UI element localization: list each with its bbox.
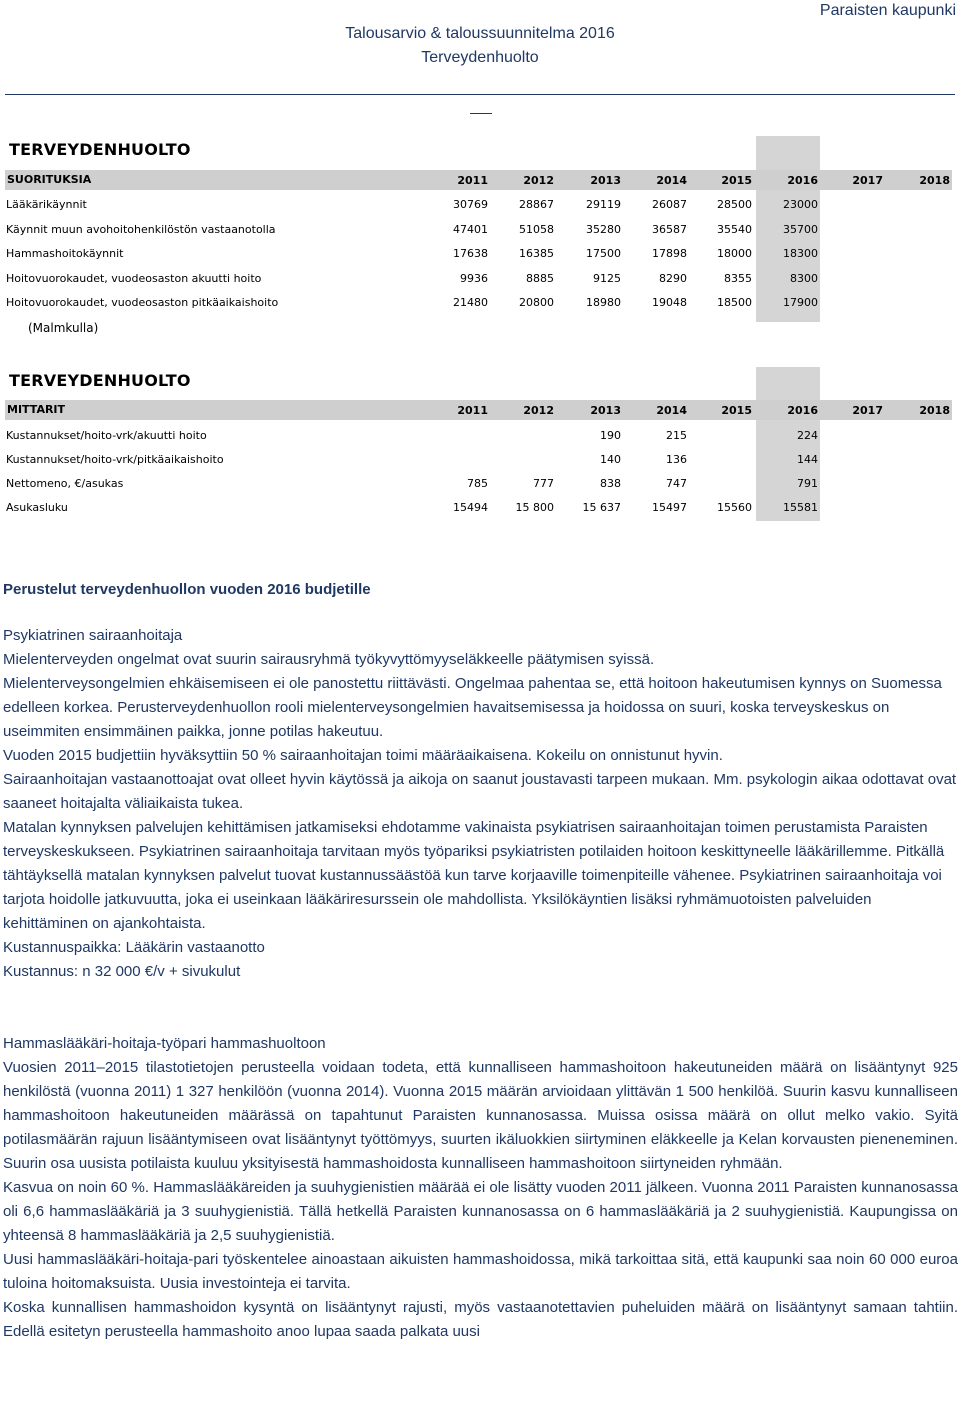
- row-label: Kustannukset/hoito-vrk/pitkäaikaishoito: [6, 453, 224, 466]
- paragraph: Mielenterveysongelmien ehkäisemiseen ei ole panostettu riittävästi. Ongelmaa pahentaa se, että hoitoon hakeutumisen kynnys on Suomessa edelleen korkea. Perusterveydenhuollon rooli mielenterveysongelmien havaitsemisessa ja hoidossa on suuri, koska terveyskeskus on useimmiten ensimmäinen paikka, jonne potilas hakeutuu.: [3, 675, 942, 740]
- table-cell: 144: [797, 453, 818, 466]
- table-cell: 21480: [453, 296, 488, 309]
- table-cell: 20800: [519, 296, 554, 309]
- year-header: 2011: [457, 174, 488, 187]
- table-heading: TERVEYDENHUOLTO: [9, 371, 191, 390]
- document-title: Talousarvio & taloussuunnitelma 2016: [345, 25, 615, 42]
- table-header-label: MITTARIT: [7, 403, 66, 416]
- year-header: 2013: [590, 174, 621, 187]
- year-header: 2014: [656, 404, 687, 417]
- table-cell: 15 800: [515, 501, 554, 514]
- paragraph: Koska kunnallisen hammashoidon kysyntä on lisääntynyt rajusti, myös vastaanotettavien puheluiden määrä on lisääntynyt samaan tahtiin. Edellä esitetyn perusteella hammashoito anoo lupaa saada palkata uusi: [3, 1299, 958, 1340]
- year-header: 2018: [919, 174, 950, 187]
- table-cell: 18300: [783, 247, 818, 260]
- row-label: Hoitovuorokaudet, vuodeosaston akuutti hoito: [6, 272, 262, 285]
- table-cell: 15560: [717, 501, 752, 514]
- paragraph: Uusi hammaslääkäri-hoitaja-pari työskentelee ainoastaan aikuisten hammashoidossa, mikä tarkoittaa sitä, että kaupunki saa noin 60 000 euroa tuloina hoitomaksuista. Uusia investointeja ei tarvita.: [3, 1251, 958, 1292]
- body-title: Perustelut terveydenhuollon vuoden 2016 budjetille: [3, 581, 371, 598]
- year-header: 2015: [721, 404, 752, 417]
- table-cell: 140: [600, 453, 621, 466]
- table-cell: 215: [666, 429, 687, 442]
- year-header: 2012: [523, 404, 554, 417]
- table-cell: 36587: [652, 223, 687, 236]
- year-header: 2014: [656, 174, 687, 187]
- table-cell: 18000: [717, 247, 752, 260]
- table-cell: 17898: [652, 247, 687, 260]
- paragraph: Vuosien 2011–2015 tilastotietojen perusteella voidaan todeta, että kunnalliseen hammashoitoon hakeutuneiden määrä on lisääntynyt 925 henkilöstä (vuonna 2011) 1 327 henkilöön (vuonna 2014). Vuonna 2015 määrän arvioidaan ylittävän 1 500 henkilöä. Suurin kasvu kunnalliseen hammashoitoon hakeutuneiden määrässä on tapahtunut Paraisten kunnanosassa. Muissa osissa määrä on ollut melko vakio. Syitä potilasmäärän rajuun lisääntymiseen ovat lisääntynyt työttömyys, suurten ikäluokkien siirtyminen eläkkeelle ja Kelan korvausten pieneneminen. Suurin osa uusista potilaista kuuluu yksityisestä hammashoidosta kunnalliseen hammashoitoon siirtyneiden ryhmään.: [3, 1059, 958, 1172]
- row-label: Nettomeno, €/asukas: [6, 477, 124, 490]
- table-cell: 26087: [652, 198, 687, 211]
- table-cell: 9125: [593, 272, 621, 285]
- indicators-table: [0, 367, 960, 527]
- table-cell: 8355: [724, 272, 752, 285]
- table-cell: 35280: [586, 223, 621, 236]
- table-cell: 224: [797, 429, 818, 442]
- table-cell: 791: [797, 477, 818, 490]
- table-heading: TERVEYDENHUOLTO: [9, 140, 191, 159]
- table-cell: 19048: [652, 296, 687, 309]
- organization-name: Paraisten kaupunki: [819, 2, 956, 19]
- year-header: 2015: [721, 174, 752, 187]
- row-label: Kustannukset/hoito-vrk/akuutti hoito: [6, 429, 207, 442]
- year-header: 2017: [852, 174, 883, 187]
- table-cell: 785: [467, 477, 488, 490]
- table-cell: 35700: [783, 223, 818, 236]
- table-cell: 18500: [717, 296, 752, 309]
- year-header: 2011: [457, 404, 488, 417]
- section-title: Terveydenhuolto: [421, 49, 539, 66]
- table-cell: 15497: [652, 501, 687, 514]
- table-cell: 51058: [519, 223, 554, 236]
- table-note: (Malmkulla): [28, 321, 99, 335]
- table-cell: 35540: [717, 223, 752, 236]
- section-heading: Hammaslääkäri-hoitaja-työpari hammashuoltoon: [3, 1035, 326, 1052]
- year-header: 2018: [919, 404, 950, 417]
- table-cell: 28867: [519, 198, 554, 211]
- paragraph: Sairaanhoitajan vastaanottoajat ovat olleet hyvin käytössä ja aikoja on saanut joustavasti tarpeen mukaan. Mm. psykologin aikaa odottavat ovat saaneet hoitajalta väliaikaista tukea.: [3, 771, 957, 812]
- table-cell: 30769: [453, 198, 488, 211]
- section-heading: Psykiatrinen sairaanhoitaja: [3, 627, 183, 644]
- performance-table: [0, 136, 960, 346]
- paragraph: Vuoden 2015 budjettiin hyväksyttiin 50 % sairaanhoitajan toimi määräaikaisena. Kokeilu on onnistunut hyvin.: [3, 747, 723, 764]
- table-cell: 29119: [586, 198, 621, 211]
- table-cell: 9936: [460, 272, 488, 285]
- year-header: 2012: [523, 174, 554, 187]
- row-label: Hoitovuorokaudet, vuodeosaston pitkäaikaishoito: [6, 296, 279, 309]
- paragraph: Matalan kynnyksen palvelujen kehittämisen jatkamiseksi ehdotamme vakinaista psykiatrisen sairaanhoitajan toimen perustamista Paraisten terveyskeskukseen. Psykiatrinen sairaanhoitaja tarvitaan myös työpariksi psykiatristen potilaiden hoitoon keskittyneelle lääkärillemme. Pitkällä tähtäyksellä matalan kynnyksen palvelut tuovat kustannussäästöä kun tarve korjaaville toimenpiteille vähenee. Psykiatrinen sairaanhoitaja voi tarjota hoidolle jatkuvuutta, joka ei useinkaan lääkäriresurssein ole mahdollista. Yksilökäyntien lisäksi ryhmämuotoisten palveluiden kehittäminen on ajankohtaista.: [3, 819, 945, 932]
- table-cell: 18980: [586, 296, 621, 309]
- year-header: 2016: [787, 174, 818, 187]
- table-cell: 17500: [586, 247, 621, 260]
- row-label: Hammashoitokäynnit: [6, 247, 124, 260]
- table-cell: 838: [600, 477, 621, 490]
- paragraph: Mielenterveyden ongelmat ovat suurin sairausryhmä työkyvyttömyyseläkkeelle päätymisen syissä.: [3, 651, 655, 668]
- forecast-column-shade: [756, 367, 820, 521]
- table-cell: 8300: [790, 272, 818, 285]
- table-cell: 17900: [783, 296, 818, 309]
- table-cell: 190: [600, 429, 621, 442]
- table-cell: 16385: [519, 247, 554, 260]
- table-cell: 136: [666, 453, 687, 466]
- table-cell: 23000: [783, 198, 818, 211]
- cost: Kustannus: n 32 000 €/v + sivukulut: [3, 963, 241, 980]
- table-cell: 777: [533, 477, 554, 490]
- table-cell: 8885: [526, 272, 554, 285]
- table-cell: 747: [666, 477, 687, 490]
- header-divider-tail: [470, 113, 492, 114]
- table-cell: 15494: [453, 501, 488, 514]
- year-header: 2017: [852, 404, 883, 417]
- document-body: [3, 578, 958, 1344]
- year-header: 2016: [787, 404, 818, 417]
- table-cell: 47401: [453, 223, 488, 236]
- row-label: Lääkärikäynnit: [6, 198, 87, 211]
- table-cell: 28500: [717, 198, 752, 211]
- table-header-label: SUORITUKSIA: [7, 173, 92, 186]
- table-cell: 17638: [453, 247, 488, 260]
- table-cell: 15 637: [582, 501, 621, 514]
- row-label: Käynnit muun avohoitohenkilöstön vastaanotolla: [6, 223, 276, 236]
- header-divider: [5, 94, 955, 95]
- year-header: 2013: [590, 404, 621, 417]
- row-label: Asukasluku: [6, 501, 68, 514]
- paragraph: Kasvua on noin 60 %. Hammaslääkäreiden ja suuhygienistien määrää ei ole lisätty vuoden 2011 jälkeen. Vuonna 2011 Paraisten kunnanosassa oli 6,6 hammaslääkäriä ja 3 suuhygienistiä. Tällä hetkellä Paraisten kunnanosassa on 6 hammaslääkäriä ja 2 suuhygienistiä. Kaupungissa on yhteensä 8 hammaslääkäriä ja 2,5 suuhygienistiä.: [3, 1179, 958, 1244]
- table-cell: 8290: [659, 272, 687, 285]
- cost-center: Kustannuspaikka: Lääkärin vastaanotto: [3, 939, 265, 956]
- table-cell: 15581: [783, 501, 818, 514]
